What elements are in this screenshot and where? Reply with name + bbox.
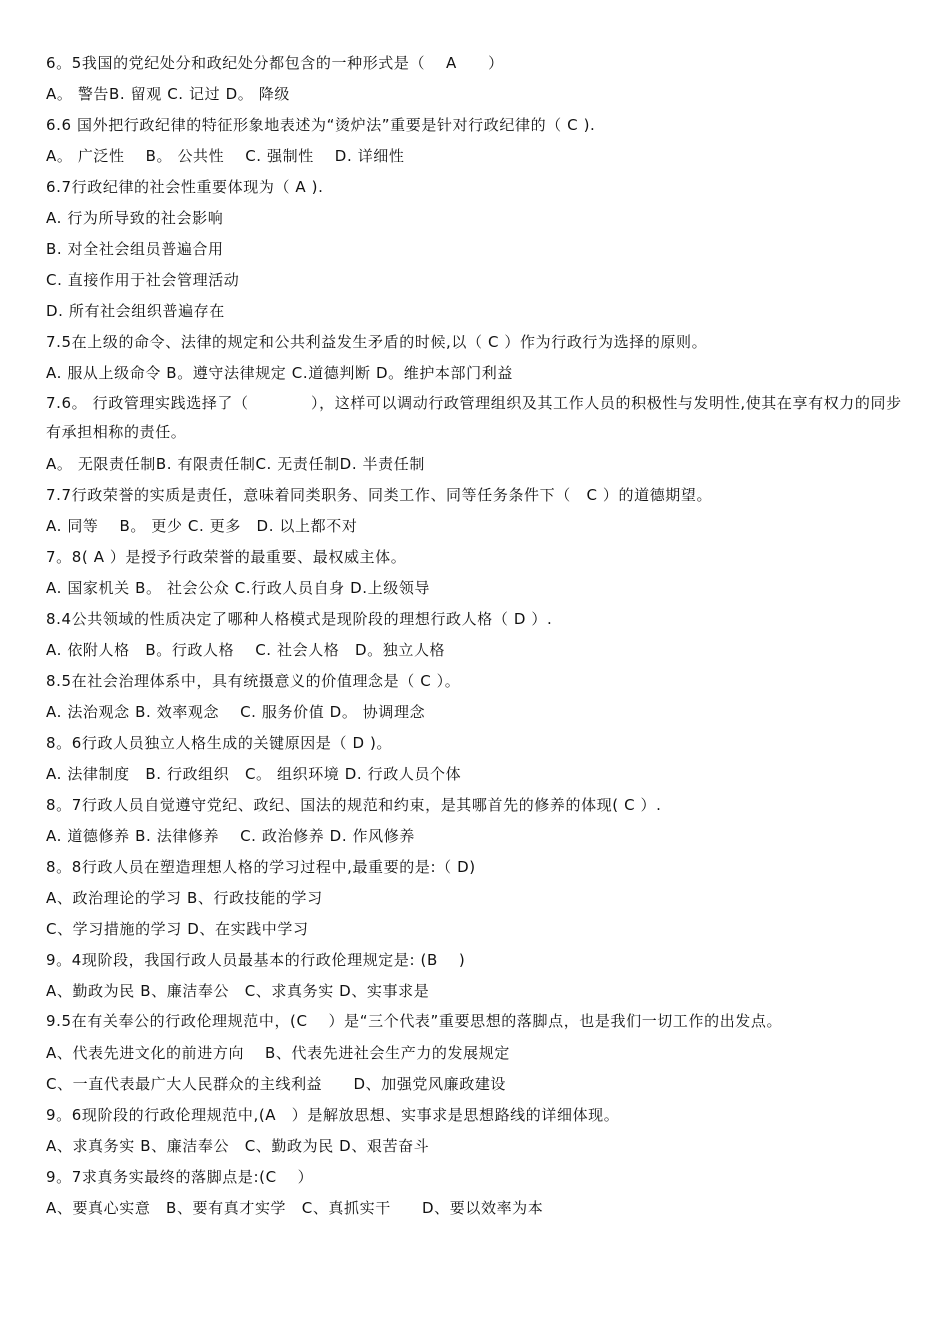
question-8-5: 8.5在社会治理体系中，具有统摄意义的价值理念是（ C ）。 bbox=[46, 672, 461, 690]
options-8-5: A. 法治观念 B. 效率观念 C. 服务价值 D。 协调理念 bbox=[46, 703, 426, 721]
options-8-6: A. 法律制度 B. 行政组织 C。 组织环境 D. 行政人员个体 bbox=[46, 765, 462, 783]
question-6-5: 6。5我国的党纪处分和政纪处分都包含的一种形式是（ A ） bbox=[46, 54, 504, 72]
options-7-8: A. 国家机关 B。 社会公众 C.行政人员自身 D.上级领导 bbox=[46, 579, 431, 597]
options-7-6: A。 无限责任制B. 有限责任制C. 无责任制D. 半责任制 bbox=[46, 455, 425, 473]
options-9-5-ab: A、代表先进文化的前进方向 B、代表先进社会生产力的发展规定 bbox=[46, 1044, 510, 1062]
options-9-5-cd: C、一直代表最广大人民群众的主线利益 D、加强党风廉政建设 bbox=[46, 1075, 507, 1093]
question-8-4: 8.4公共领域的性质决定了哪种人格模式是现阶段的理想行政人格（ D ）. bbox=[46, 610, 553, 628]
options-8-7: A. 道德修养 B. 法律修养 C. 政治修养 D. 作风修养 bbox=[46, 827, 415, 845]
options-6-5: A。 警告B. 留观 C. 记过 D。 降级 bbox=[46, 85, 290, 103]
options-9-6: A、求真务实 B、廉洁奉公 C、勤政为民 D、艰苦奋斗 bbox=[46, 1137, 430, 1155]
question-9-7: 9。7求真务实最终的落脚点是:(C ） bbox=[46, 1168, 314, 1186]
option-6-7-a: A. 行为所导致的社会影响 bbox=[46, 209, 224, 227]
option-6-7-c: C. 直接作用于社会管理活动 bbox=[46, 271, 240, 289]
options-8-4: A. 依附人格 B。行政人格 C. 社会人格 D。独立人格 bbox=[46, 641, 446, 659]
options-7-7: A. 同等 B。 更少 C. 更多 D. 以上都不对 bbox=[46, 517, 358, 535]
question-6-6: 6.6 国外把行政纪律的特征形象地表述为“烫炉法”重要是针对行政纪律的（ C ). bbox=[46, 116, 596, 134]
options-9-4: A、勤政为民 B、廉洁奉公 C、求真务实 D、实事求是 bbox=[46, 982, 430, 1000]
options-9-7: A、要真心实意 B、要有真才实学 C、真抓实干 D、要以效率为本 bbox=[46, 1199, 544, 1217]
question-8-6: 8。6行政人员独立人格生成的关键原因是（ D )。 bbox=[46, 734, 393, 752]
question-7-8: 7。8( A ）是授予行政荣誉的最重要、最权威主体。 bbox=[46, 548, 407, 566]
question-7-6: 7.6。 行政管理实践选择了（ ），这样可以调动行政管理组织及其工作人员的积极性与发明性,使其在享有权力的同步有承担相称的责任。 bbox=[46, 394, 902, 441]
options-8-8-ab: A、政治理论的学习 B、行政技能的学习 bbox=[46, 889, 323, 907]
question-8-8: 8。8行政人员在塑造理想人格的学习过程中,最重要的是:（ D) bbox=[46, 858, 476, 876]
question-9-6: 9。6现阶段的行政伦理规范中,(A ）是解放思想、实事求是思想路线的详细体现。 bbox=[46, 1106, 620, 1124]
question-6-7: 6.7行政纪律的社会性重要体现为（ A ). bbox=[46, 178, 324, 196]
question-8-7: 8。7行政人员自觉遵守党纪、政纪、国法的规范和约束，是其哪首先的修养的体现( C ）. bbox=[46, 796, 662, 814]
question-9-4: 9。4现阶段，我国行政人员最基本的行政伦理规定是: (B ) bbox=[46, 951, 466, 969]
options-7-5: A. 服从上级命令 B。遵守法律规定 C.道德判断 D。维护本部门利益 bbox=[46, 364, 513, 382]
question-7-7: 7.7行政荣誉的实质是责任，意味着同类职务、同类工作、同等任务条件下（ C ）的道德期望。 bbox=[46, 486, 713, 504]
options-6-6: A。 广泛性 B。 公共性 C. 强制性 D. 详细性 bbox=[46, 147, 405, 165]
question-7-5: 7.5在上级的命令、法律的规定和公共利益发生矛盾的时候,以（ C ）作为行政行为选择的原则。 bbox=[46, 333, 708, 351]
option-6-7-b: B. 对全社会组员普遍合用 bbox=[46, 240, 224, 258]
question-list bbox=[46, 48, 908, 1224]
option-6-7-d: D. 所有社会组织普遍存在 bbox=[46, 302, 225, 320]
options-8-8-cd: C、学习措施的学习 D、在实践中学习 bbox=[46, 920, 309, 938]
question-9-5: 9.5在有关奉公的行政伦理规范中，(C ）是“三个代表”重要思想的落脚点，也是我们一切工作的出发点。 bbox=[46, 1012, 783, 1030]
